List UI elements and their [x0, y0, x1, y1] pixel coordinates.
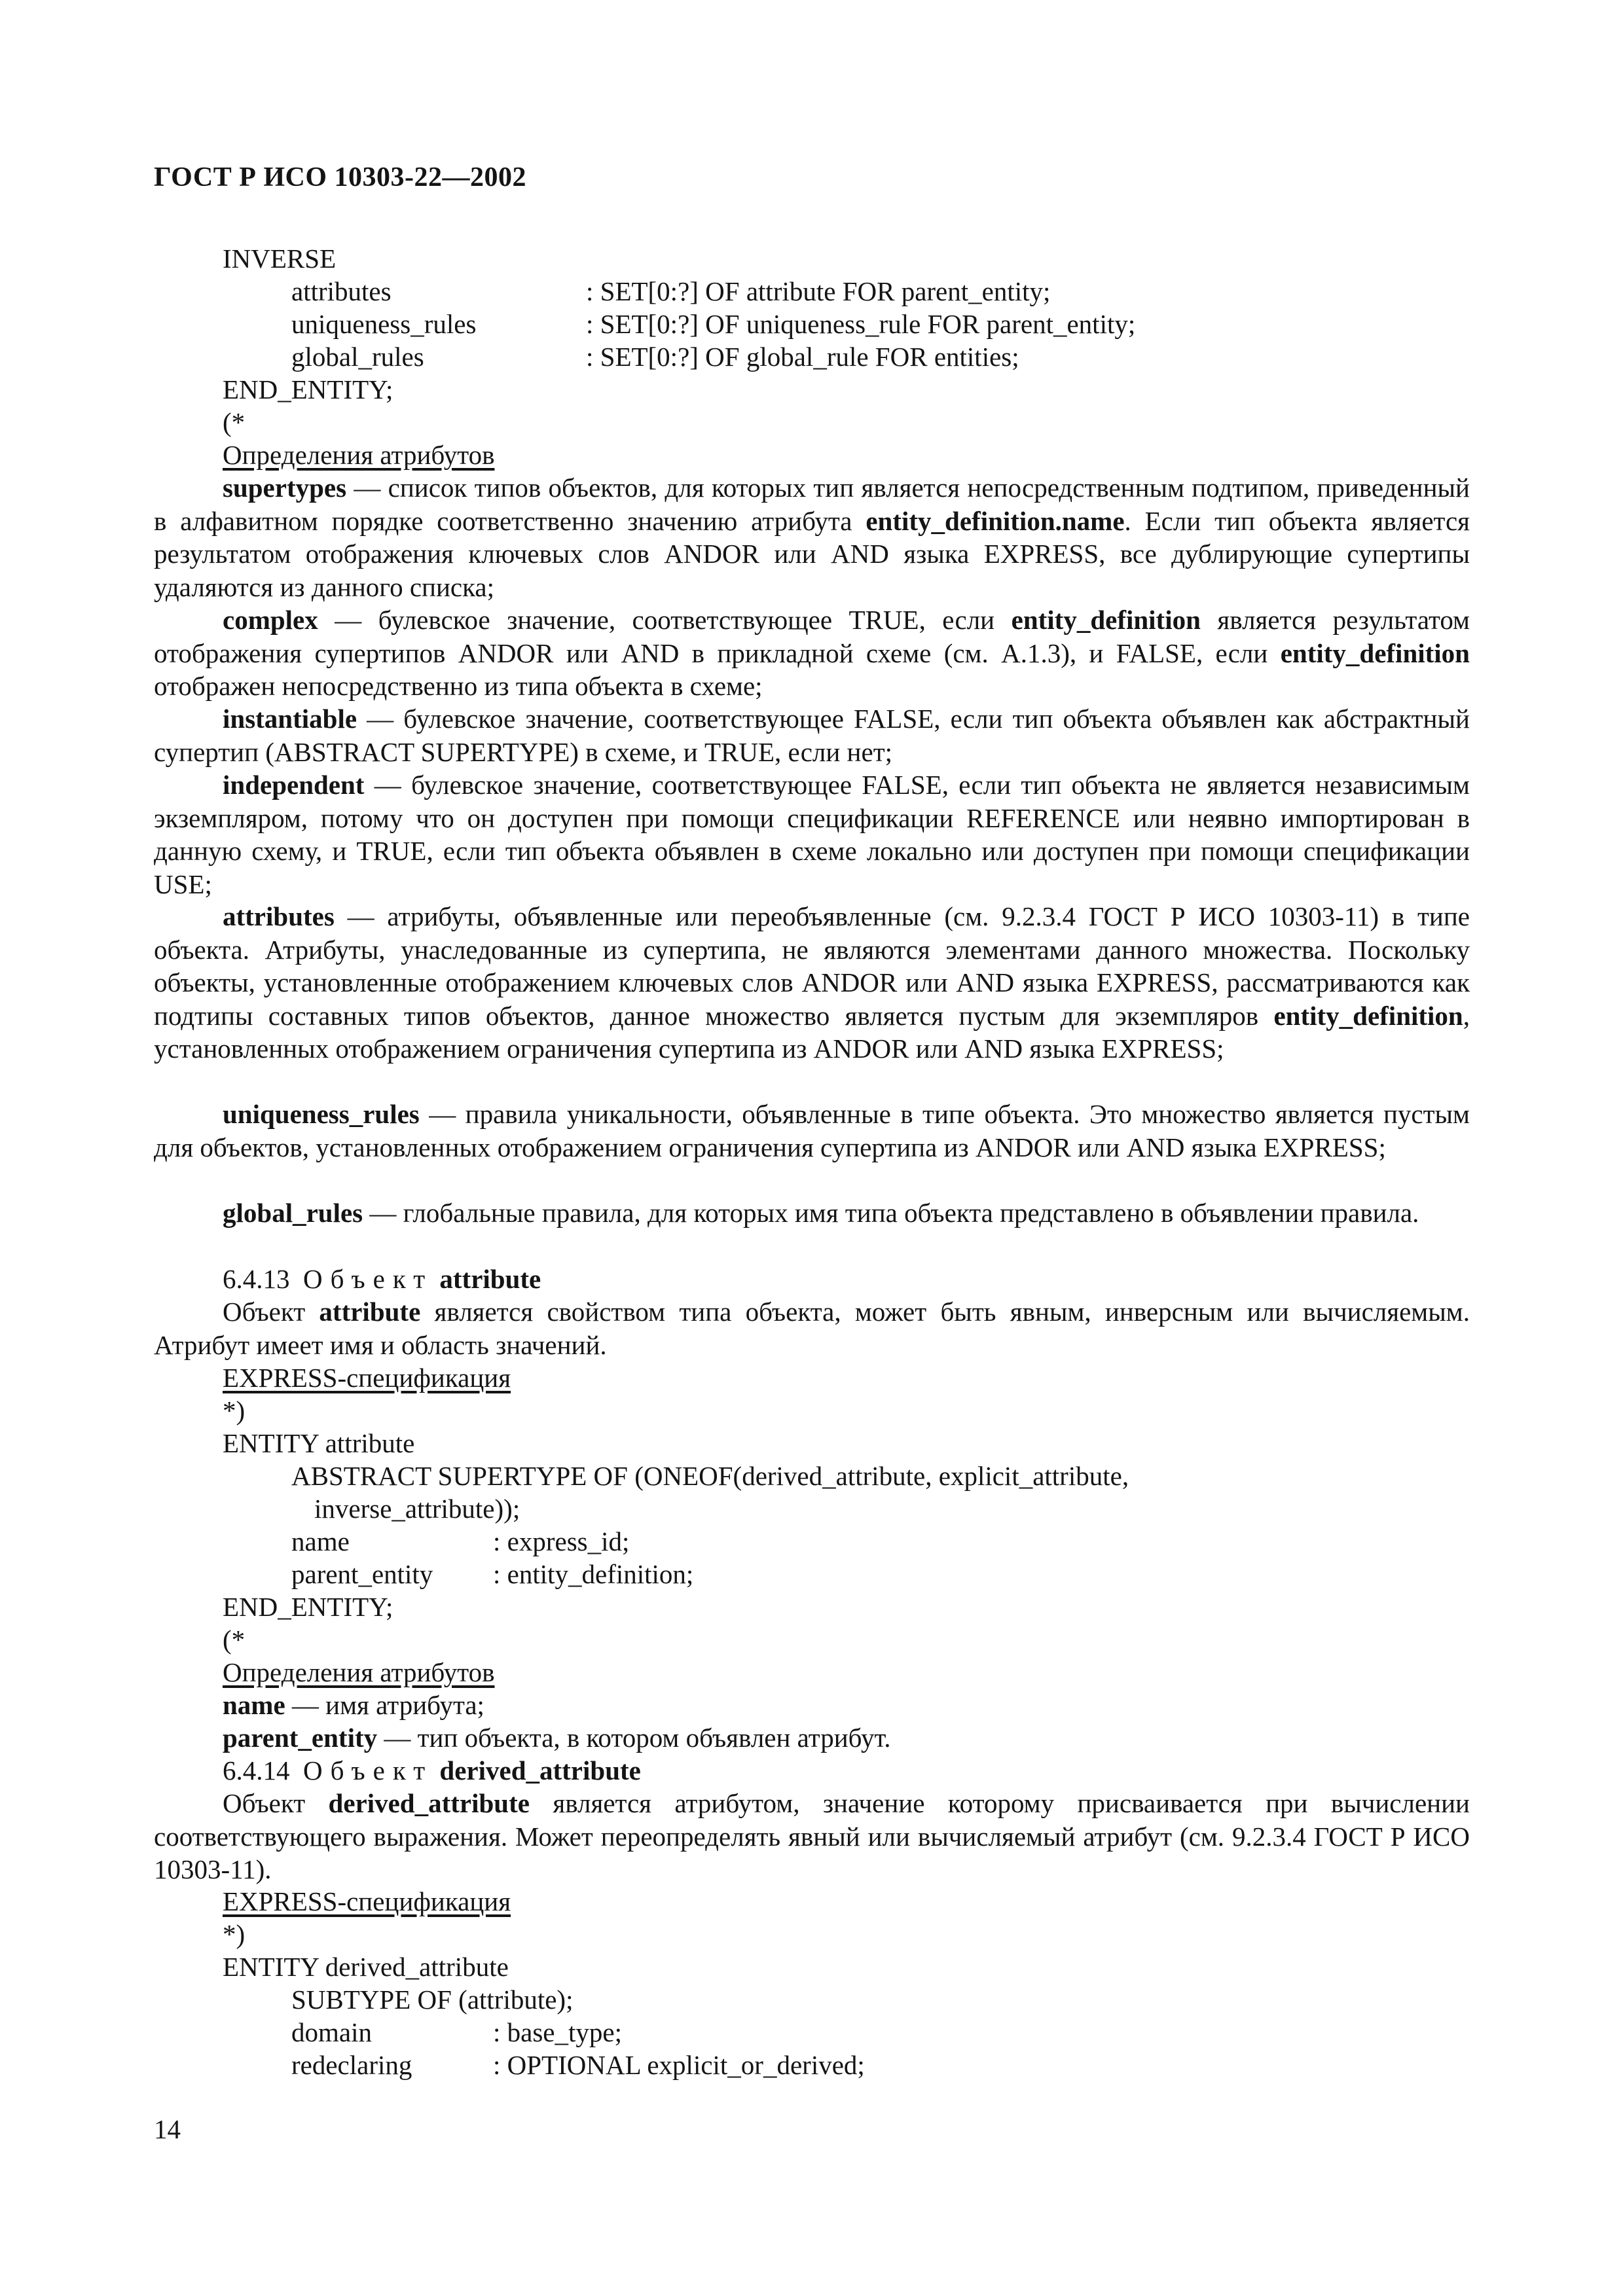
definition-term: name — [223, 1690, 285, 1720]
section-entity-name: derived_attribute — [439, 1755, 641, 1785]
code-attr-type: : SET[0:?] OF attribute FOR parent_entity; — [586, 276, 1051, 306]
definition-paragraph: independent — булевское значение, соответствующее FALSE, если тип объекта не является независимым экземпляром, потому что он доступен при помощи спецификации REFERENCE или неявно импортирован в данную схему, и TRUE, если тип объекта объявлен в схеме локально или доступен при помощи спецификации USE; — [154, 770, 1470, 899]
definition-term: entity_definition — [1011, 605, 1201, 635]
spec-heading: EXPRESS-спецификация — [223, 1886, 511, 1916]
definition-paragraph: global_rules — глобальные правила, для которых имя типа объекта представлено в объявлении правила. — [223, 1198, 1419, 1228]
section-entity-name: attribute — [439, 1264, 541, 1294]
code-attr-type: : SET[0:?] OF global_rule FOR entities; — [586, 342, 1019, 372]
code-comment-open: (* — [223, 407, 246, 437]
code-attr-name: global_rules — [291, 342, 424, 372]
section-paragraph: Объект attribute является свойством типа объекта, может быть явным, инверсным или вычисляемым. Атрибут имеет имя и область значений. — [154, 1297, 1470, 1360]
definition-term: entity_definition — [1273, 1000, 1463, 1031]
definition-term: uniqueness_rules — [223, 1099, 420, 1129]
page-header: ГОСТ Р ИСО 10303-22—2002 — [154, 162, 527, 192]
code-attr-name: domain — [291, 2017, 372, 2047]
code-attr-type: : entity_definition; — [493, 1559, 694, 1589]
code-end-entity: END_ENTITY; — [223, 374, 393, 404]
definition-term: entity_definition — [1280, 637, 1470, 668]
code-attr-name: redeclaring — [291, 2050, 412, 2080]
code-end-entity: END_ENTITY; — [223, 1592, 393, 1622]
definition-term: independent — [223, 770, 365, 800]
spec-heading: EXPRESS-спецификация — [223, 1363, 511, 1393]
defs-heading: Определения атрибутов — [223, 440, 495, 470]
code-attr-type: : SET[0:?] OF uniqueness_rule FOR parent_entity; — [586, 309, 1136, 339]
definition-term: global_rules — [223, 1198, 363, 1228]
code-attr-type: : OPTIONAL explicit_or_derived; — [493, 2050, 865, 2080]
definition-term: supertypes — [223, 473, 347, 503]
definition-term: entity_definition.name — [866, 505, 1125, 536]
definition-paragraph: attributes — атрибуты, объявленные или переобъявленные (см. 9.2.3.4 ГОСТ Р ИСО 10303-11) в типе объекта. Атрибуты, унаследованные из супертипа, не являются элементами данного множества. Поскольку объекты, установленные отображением ключевых слов ANDOR или AND языка EXPRESS, рассматриваются как подтипы составных типов объектов, данное множество является пустым для экземпляров entity_definition, установленных отображением ограничения супертипа из ANDOR или AND языка EXPRESS; — [154, 901, 1470, 1064]
code-entity: ENTITY derived_attribute — [223, 1952, 509, 1982]
code-abstract: ABSTRACT SUPERTYPE OF (ONEOF(derived_attribute, explicit_attribute, — [291, 1461, 1129, 1491]
defs-heading: Определения атрибутов — [223, 1657, 495, 1687]
page-number: 14 — [154, 2114, 181, 2144]
section-heading: 6.4.13 Объект attribute — [223, 1264, 541, 1294]
section-heading: 6.4.14 Объект derived_attribute — [223, 1755, 641, 1785]
code-subtype: SUBTYPE OF (attribute); — [291, 1984, 574, 2015]
code-entity: ENTITY attribute — [223, 1428, 415, 1458]
code-comment-close: *) — [223, 1395, 246, 1426]
code-attr-name: attributes — [291, 276, 392, 306]
code-attr-name: name — [291, 1526, 350, 1556]
code-inverse: INVERSE — [223, 243, 337, 274]
code-attr-type: : base_type; — [493, 2017, 622, 2047]
code-attr-name: uniqueness_rules — [291, 309, 477, 339]
definition-paragraph: parent_entity — тип объекта, в котором объявлен атрибут. — [223, 1723, 891, 1753]
code-attr-type: : express_id; — [493, 1526, 630, 1556]
definition-paragraph: complex — булевское значение, соответствующее TRUE, если entity_definition является результатом отображения супертипов ANDOR или AND в прикладной схеме (см. А.1.3), и FALSE, если entity_definition отображен непосредственно из типа объекта в схеме; — [154, 605, 1470, 701]
definition-term: parent_entity — [223, 1723, 378, 1753]
definition-paragraph: uniqueness_rules — правила уникальности, объявленные в типе объекта. Это множество является пустым для объектов, установленных отображением ограничения супертипа из ANDOR или AND языка EXPRESS; — [154, 1099, 1470, 1162]
code-abstract-cont: inverse_attribute)); — [314, 1494, 520, 1524]
code-attr-name: parent_entity — [291, 1559, 433, 1589]
definition-term: attributes — [223, 901, 335, 931]
section-paragraph: Объект derived_attribute является атрибутом, значение которому присваивается при вычислении соответствующего выражения. Может переопределять явный или вычисляемый атрибут (см. 9.2.3.4 ГОСТ Р ИСО 10303-11). — [154, 1788, 1470, 1884]
definition-term: complex — [223, 605, 318, 635]
code-comment-close: *) — [223, 1919, 246, 1949]
definition-paragraph: instantiable — булевское значение, соответствующее FALSE, если тип объекта объявлен как абстрактный супертип (ABSTRACT SUPERTYPE) в схеме, и TRUE, если нет; — [154, 704, 1470, 767]
definition-paragraph: supertypes — список типов объектов, для которых тип является непосредственным подтипом, приведенный в алфавитном порядке соответственно значению атрибута entity_definition.name. Если тип объекта является результатом отображения ключевых слов ANDOR или AND языка EXPRESS, все дублирующие супертипы удаляются из данного списка; — [154, 473, 1470, 602]
code-comment-open: (* — [223, 1624, 246, 1655]
definition-term: instantiable — [223, 704, 357, 734]
definition-paragraph: name — имя атрибута; — [223, 1690, 484, 1720]
